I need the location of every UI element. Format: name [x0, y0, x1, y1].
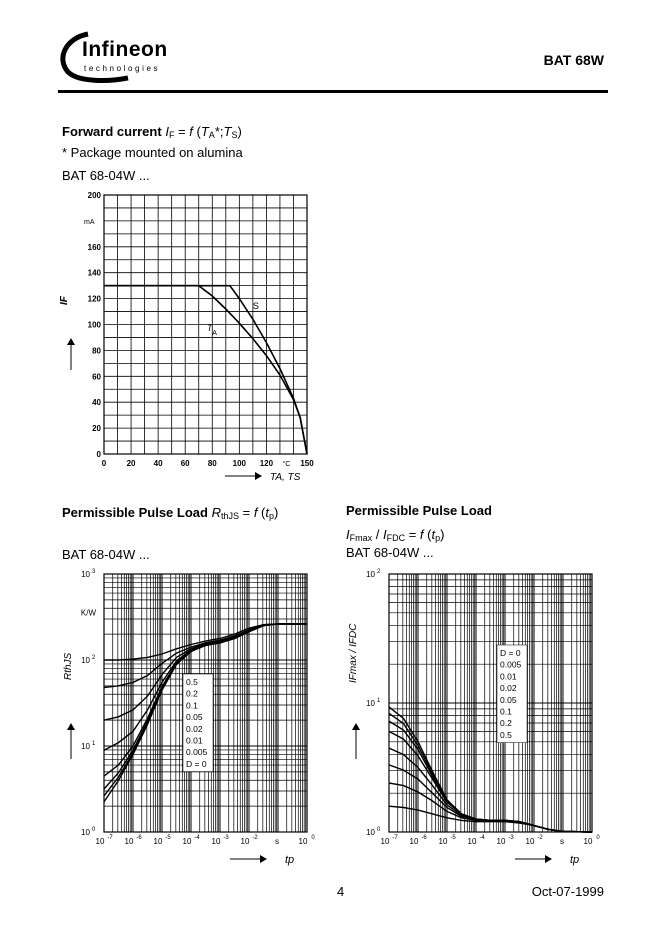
- x-tick-exp: 0: [311, 835, 315, 841]
- section3-formula-render: $I_{Fmax} / I_{FDC} = f$ $(t_p)$: [346, 527, 445, 543]
- y-arrow-head-icon: [67, 723, 75, 730]
- y-tick-exp: 2: [377, 569, 381, 575]
- section2-title: [62, 505, 278, 521]
- y-tick-label: 10: [81, 742, 90, 751]
- y-tick-exp: 3: [92, 569, 96, 575]
- x-tick-exp: -5: [165, 835, 171, 841]
- series-label-S: S: [252, 300, 259, 311]
- x-tick-label: 10: [95, 837, 105, 846]
- chart-ifmax-ifdc: [340, 565, 615, 875]
- x-unit: s: [275, 837, 279, 846]
- x-tick-label: 80: [207, 459, 217, 468]
- y-arrow-head-icon: [67, 338, 75, 345]
- y-axis-label: IFmax / IFDC: [348, 623, 359, 683]
- series-label-TA: T: [206, 322, 213, 333]
- x-tick-label: 10: [467, 837, 477, 846]
- chart-rthjs: [55, 565, 330, 875]
- x-axis-label: tp: [570, 854, 580, 866]
- x-tick-exp: -2: [537, 835, 543, 841]
- x-tick-exp: -7: [392, 835, 398, 841]
- legend-item: 0.01: [500, 671, 517, 682]
- legend-item: 0.02: [186, 723, 203, 734]
- section1-note: * Package mounted on alumina: [62, 145, 243, 160]
- legend-item: 0.02: [500, 683, 517, 694]
- section1-device: BAT 68-04W ...: [62, 168, 150, 183]
- section3-title-bold: Permissible Pulse Load: [346, 503, 492, 518]
- section1-title: [62, 124, 242, 140]
- part-number: BAT 68W: [543, 52, 604, 68]
- section1-title-bold: Forward current: [62, 124, 162, 139]
- legend-item: D = 0: [186, 758, 207, 769]
- x-tick-exp: -5: [450, 835, 456, 841]
- y-unit: K/W: [80, 608, 96, 618]
- x-tick-label: 10: [211, 837, 221, 846]
- x-tick-label: 120: [259, 459, 274, 468]
- x-tick-label: 20: [126, 459, 136, 468]
- legend-item: 0.2: [500, 718, 512, 729]
- x-tick-label: 100: [232, 459, 247, 468]
- x-tick-exp: -7: [107, 835, 113, 841]
- x-tick-label: 10: [380, 837, 390, 846]
- x-axis-label: TA, TS: [270, 472, 301, 483]
- page-number: 4: [337, 884, 345, 899]
- y-unit: mA: [84, 218, 95, 226]
- x-tick-label: 10: [525, 837, 535, 846]
- y-tick-label: 20: [92, 424, 101, 434]
- x-arrow-head-icon: [545, 855, 552, 863]
- logo-wordmark: Infineon: [82, 38, 168, 61]
- y-tick-label: 0: [96, 450, 101, 459]
- x-tick-label: 10: [153, 837, 163, 846]
- legend-item: 0.005: [186, 747, 208, 758]
- legend-item: D = 0: [500, 648, 521, 658]
- x-tick-label: 10: [496, 837, 506, 846]
- x-tick-label: 10: [298, 837, 308, 846]
- x-tick-label: 60: [180, 459, 190, 468]
- infineon-logo: [58, 28, 168, 84]
- y-tick-exp: 0: [92, 827, 96, 833]
- legend-item: 0.1: [500, 706, 512, 717]
- logo-subtitle: technologies: [84, 64, 161, 73]
- y-axis-label: IF: [59, 296, 70, 305]
- section2-title-bold: Permissible Pulse Load: [62, 505, 208, 520]
- x-tick-exp: -6: [421, 835, 427, 841]
- series-line-TA: [104, 286, 307, 454]
- y-tick-label: 120: [87, 294, 101, 304]
- x-arrow-head-icon: [255, 472, 262, 480]
- y-tick-exp: 1: [92, 741, 96, 747]
- y-tick-label: 10: [366, 828, 375, 837]
- x-tick-label: 150: [300, 459, 314, 468]
- x-arrow-head-icon: [260, 855, 267, 863]
- x-tick-exp: -2: [252, 835, 258, 841]
- footer-date: Oct-07-1999: [531, 884, 604, 899]
- legend-item: 0.05: [186, 712, 203, 723]
- section2-device: BAT 68-04W ...: [62, 547, 150, 562]
- y-tick-label: 10: [366, 570, 375, 579]
- y-tick-label: 10: [366, 699, 375, 708]
- y-tick-label: 80: [92, 346, 101, 356]
- x-tick-exp: -3: [508, 835, 514, 841]
- section1-formula-render: $I_F = f$ $(T_A*;T_S)$: [165, 124, 242, 140]
- y-tick-label: 60: [92, 372, 101, 382]
- x-tick-label: 40: [153, 459, 163, 468]
- x-tick-label: 10: [438, 837, 448, 846]
- x-tick-label: 0: [101, 459, 107, 468]
- y-axis-label: RthJS: [63, 652, 74, 680]
- section3-title: [346, 527, 444, 543]
- x-tick-exp: -3: [223, 835, 229, 841]
- x-tick-label: 10: [240, 837, 250, 846]
- y-tick-label: 100: [87, 320, 101, 330]
- y-arrow-head-icon: [352, 723, 360, 730]
- x-tick-label: 10: [409, 837, 419, 846]
- x-axis-label: tp: [285, 854, 295, 866]
- x-unit: °C: [282, 461, 291, 468]
- x-tick-label: 10: [583, 837, 593, 846]
- x-tick-exp: -6: [136, 835, 142, 841]
- legend-item: 0.01: [186, 735, 203, 746]
- y-tick-exp: 2: [92, 655, 96, 661]
- section3-device: BAT 68-04W ...: [346, 545, 434, 560]
- x-unit: s: [560, 837, 564, 846]
- header-rule: [58, 90, 608, 93]
- x-tick-label: 10: [124, 837, 134, 846]
- x-tick-exp: -4: [194, 835, 200, 841]
- y-tick-label: 160: [87, 242, 101, 252]
- y-tick-exp: 1: [377, 698, 381, 704]
- x-tick-label: 10: [182, 837, 192, 846]
- y-tick-label: 10: [81, 656, 90, 665]
- y-tick-exp: 0: [377, 827, 381, 833]
- legend-item: 0.005: [500, 659, 522, 670]
- y-tick-label: 40: [92, 398, 101, 408]
- legend-item: 0.2: [186, 688, 198, 699]
- legend-item: 0.05: [500, 694, 517, 705]
- series-label-TA-sub: A: [212, 329, 217, 337]
- section2-formula-render: $R_{thJS} = f$ $(t_p)$: [211, 505, 279, 521]
- x-tick-exp: -4: [479, 835, 485, 841]
- chart-forward-current: [55, 188, 325, 493]
- y-tick-label: 10: [81, 570, 90, 579]
- legend-item: 0.1: [186, 700, 198, 711]
- legend-item: 0.5: [186, 677, 198, 687]
- legend-item: 0.5: [500, 729, 512, 740]
- y-tick-label: 200: [87, 191, 101, 200]
- y-tick-label: 140: [87, 268, 101, 278]
- y-tick-label: 10: [81, 828, 90, 837]
- x-tick-exp: 0: [596, 835, 600, 841]
